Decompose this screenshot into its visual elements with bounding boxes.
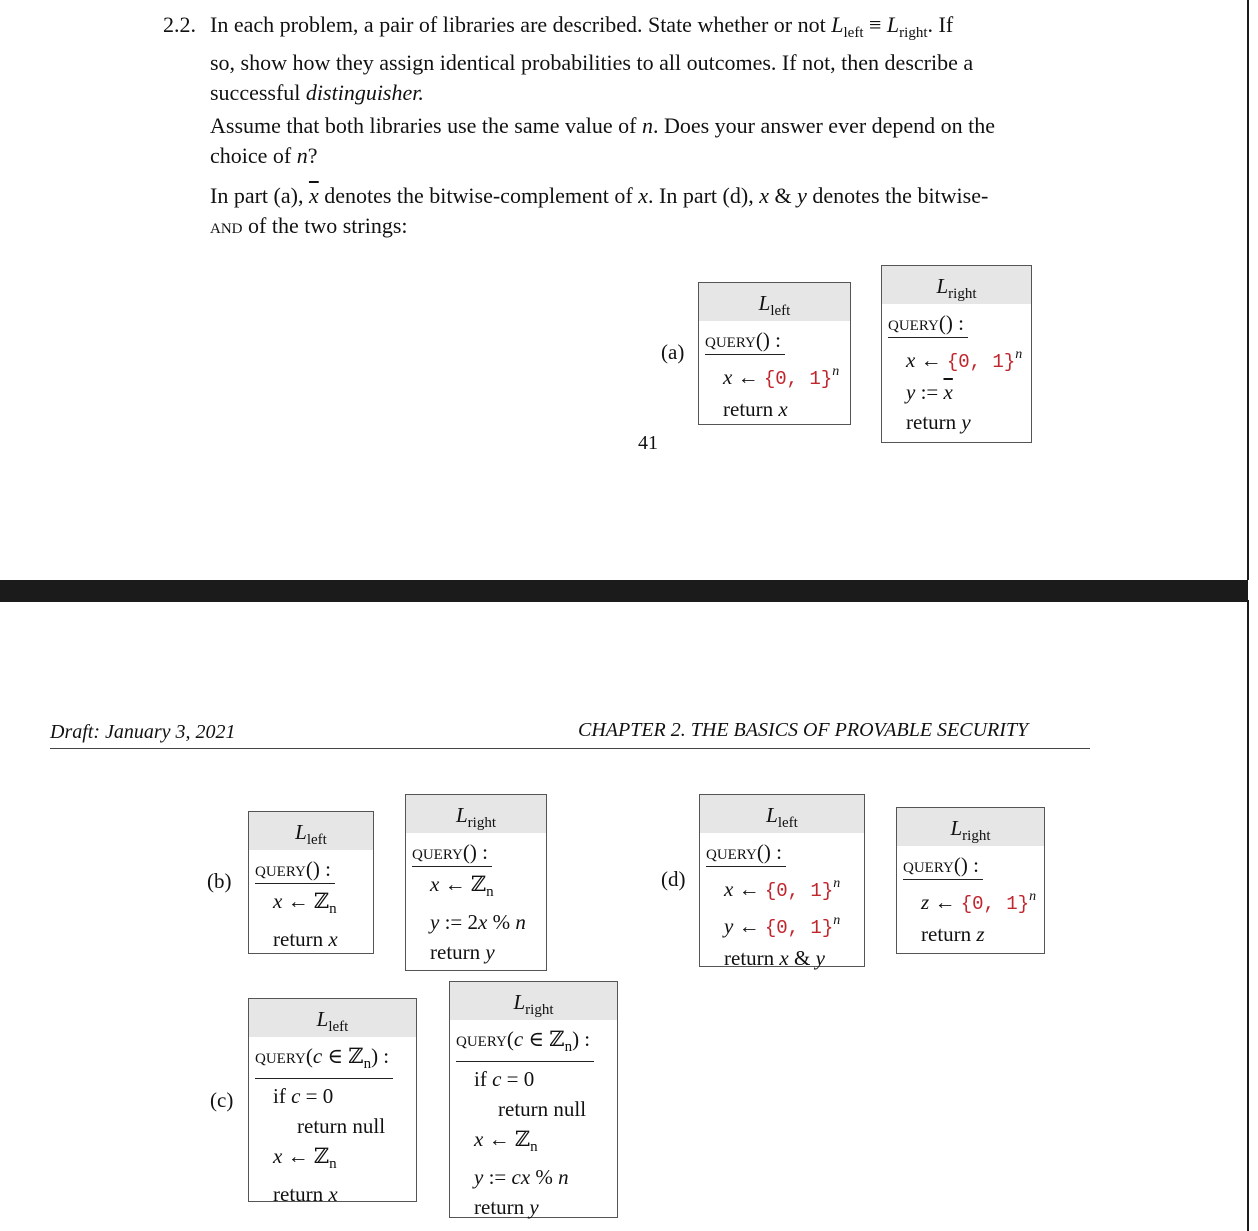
header-rule xyxy=(50,748,1090,749)
library-title: $L_{left}$ xyxy=(699,283,850,321)
problem-paragraph-1 xyxy=(210,10,1090,108)
p3-line1c: . In part (d), xyxy=(648,183,754,208)
p2-line2b: ? xyxy=(307,143,318,168)
part-a-label: (a) xyxy=(661,340,685,364)
p1-if: . If xyxy=(927,12,954,37)
problem-paragraph-2 xyxy=(210,111,1090,171)
page-edge xyxy=(1247,600,1249,1231)
p3-line2b: of the two strings: xyxy=(248,213,408,238)
p2-line2a: choice of xyxy=(210,143,292,168)
var-x: x xyxy=(759,183,769,208)
p3-line1b: denotes the bitwise-complement of xyxy=(324,183,633,208)
part-a-left-library: $L_{left}$ query() : x ← {0, 1}$^n$ return x xyxy=(698,282,851,425)
library-title: $L_{right}$ xyxy=(882,266,1031,304)
p1-line3b: distinguisher. xyxy=(305,80,424,105)
library-title: $L_{left}$ xyxy=(700,795,864,833)
page-separator xyxy=(0,580,1248,602)
amp-symbol: & xyxy=(774,183,792,208)
part-b-right-library: $L_{right}$ query() : x ← ℤ$_n$ y := 2x % n return y xyxy=(405,794,547,971)
part-b-left-library: $L_{left}$ query() : x ← ℤ$_n$ return x xyxy=(248,811,374,954)
p1-text: In each problem, a pair of libraries are described. State whether or not xyxy=(210,12,826,37)
p3-line1a: In part (a), xyxy=(210,183,304,208)
library-title: $L_{right}$ xyxy=(450,982,617,1020)
part-a-right-library: $L_{right}$ query() : x ← {0, 1}$^n$ y := $\overline{x}$ return y xyxy=(881,265,1032,443)
equiv-symbol: ≡ xyxy=(869,12,882,37)
page-edge xyxy=(1247,0,1249,580)
part-c-label: (c) xyxy=(210,1088,234,1112)
library-title: $L_{left}$ xyxy=(249,812,373,850)
p3-line1d: denotes the bitwise- xyxy=(812,183,989,208)
library-title: $L_{right}$ xyxy=(897,808,1044,846)
p1-line2: so, show how they assign identical probabilities to all outcomes. If not, then describe a xyxy=(210,50,974,75)
p2-line1a: Assume that both libraries use the same value of xyxy=(210,113,637,138)
p2-line1b: . Does your answer ever depend on the xyxy=(652,113,996,138)
p3-line2a: and xyxy=(210,213,243,238)
running-header-left: Draft: January 3, 2021 xyxy=(50,721,236,743)
part-d-label: (d) xyxy=(661,867,686,891)
part-b-label: (b) xyxy=(207,869,232,893)
part-d-right-library: $L_{right}$ query() : z ← {0, 1}$^n$ return z xyxy=(896,807,1045,954)
part-c-right-library: $L_{right}$ query(c ∈ ℤ$_n$) : if c = 0 return null x ← ℤ$_n$ y := cx % n return y xyxy=(449,981,618,1218)
l-left-inline: $L_{left}$ xyxy=(831,12,864,41)
part-c-left-library: $L_{left}$ query(c ∈ ℤ$_n$) : if c = 0 return null x ← ℤ$_n$ return x xyxy=(248,998,417,1202)
part-d-left-library: $L_{left}$ query() : x ← {0, 1}$^n$ y ← {0, 1}$^n$ return x & y xyxy=(699,794,865,967)
var-x-bar: $\overline{x}$ xyxy=(308,183,319,208)
var-n: n xyxy=(641,113,653,138)
problem-paragraph-3 xyxy=(210,181,1090,241)
l-right-inline: $L_{right}$ xyxy=(886,12,928,41)
p1-line3a: successful xyxy=(210,80,301,105)
library-title: $L_{right}$ xyxy=(406,795,546,833)
library-title: $L_{left}$ xyxy=(249,999,416,1037)
var-x: x xyxy=(638,183,649,208)
var-y: y xyxy=(797,183,807,208)
problem-number: 2.2. xyxy=(163,12,196,37)
page-number: 41 xyxy=(638,432,658,454)
running-header-right: CHAPTER 2. THE BASICS OF PROVABLE SECURITY xyxy=(578,719,1029,741)
var-n: n xyxy=(296,143,308,168)
